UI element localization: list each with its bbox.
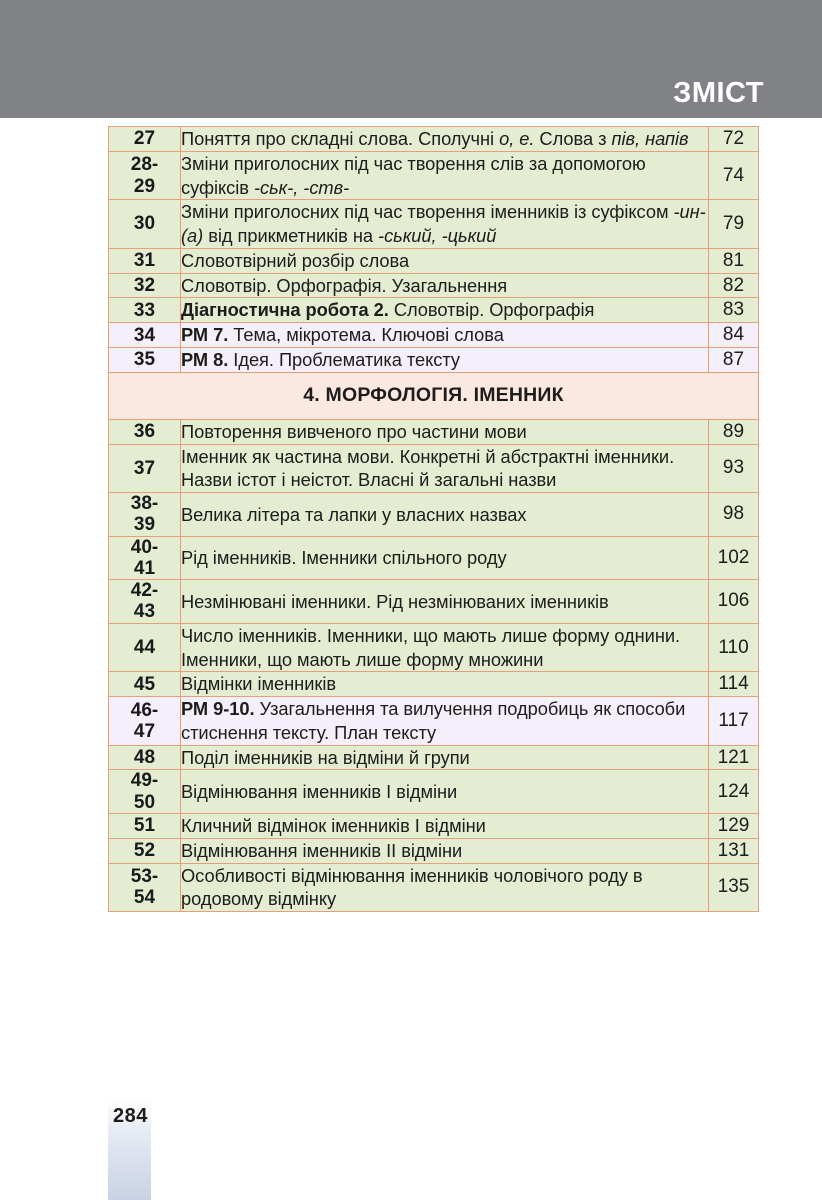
page-number-cell: 117 (709, 697, 759, 746)
page-number-cell: 79 (709, 200, 759, 249)
lesson-title-cell: Словотвір. Орфографія. Узагальнення (181, 273, 709, 298)
lesson-number-cell: 53- 54 (109, 863, 181, 912)
page-number-cell: 121 (709, 745, 759, 770)
table-row[interactable] (109, 813, 759, 838)
table-row[interactable] (109, 623, 759, 672)
page-number-cell: 129 (709, 813, 759, 838)
table-row[interactable] (109, 273, 759, 298)
table-row[interactable] (109, 127, 759, 152)
lesson-number-cell: 42- 43 (109, 580, 181, 624)
page-number-cell: 106 (709, 580, 759, 624)
table-row[interactable] (109, 200, 759, 249)
lesson-number-cell: 32 (109, 273, 181, 298)
page-number: 284 (113, 1105, 148, 1127)
table-row[interactable] (109, 745, 759, 770)
lesson-number-cell: 30 (109, 200, 181, 249)
lesson-number-cell: 36 (109, 419, 181, 444)
lesson-title-cell: Велика літера та лапки у власних назвах (181, 493, 709, 537)
lesson-title-cell: Поняття про складні слова. Сполучні о, е. Слова з пів, напів (181, 127, 709, 152)
lesson-title-cell: Відмінювання іменників I відміни (181, 770, 709, 814)
lesson-title-cell: Словотвірний розбір слова (181, 248, 709, 273)
lesson-number-cell: 51 (109, 813, 181, 838)
lesson-number-cell: 35 (109, 348, 181, 373)
table-row[interactable] (109, 493, 759, 537)
lesson-number-cell: 34 (109, 323, 181, 348)
page-number-cell: 98 (709, 493, 759, 537)
page-number-cell: 114 (709, 672, 759, 697)
table-row[interactable] (109, 672, 759, 697)
lesson-title-cell: Іменник як частина мови. Конкретні й абстрактні іменники. Назви істот і неістот. Власні й загальні назви (181, 444, 709, 493)
table-row[interactable] (109, 248, 759, 273)
page-number-cell: 102 (709, 536, 759, 580)
page-number-cell: 110 (709, 623, 759, 672)
lesson-number-cell: 31 (109, 248, 181, 273)
page-title: ЗМІСТ (673, 77, 764, 109)
page-number-cell: 72 (709, 127, 759, 152)
table-row[interactable] (109, 323, 759, 348)
lesson-number-cell: 48 (109, 745, 181, 770)
header-band (0, 0, 822, 118)
lesson-title-cell: Особливості відмінювання іменників чоловічого роду в родовому відмінку (181, 863, 709, 912)
lesson-title-cell: РМ 8. Ідея. Проблематика тексту (181, 348, 709, 373)
table-row[interactable] (109, 298, 759, 323)
page-number-cell: 81 (709, 248, 759, 273)
toc-section-title: 4. МОРФОЛОГІЯ. ІМЕННИК (109, 372, 759, 419)
toc-table (108, 126, 759, 912)
lesson-number-cell: 44 (109, 623, 181, 672)
table-row[interactable] (109, 580, 759, 624)
lesson-title-cell: Повторення вивченого про частини мови (181, 419, 709, 444)
table-row[interactable] (109, 151, 759, 200)
lesson-title-cell: Зміни приголосних під час творення слів за допомогою суфіксів -ськ-, -ств- (181, 151, 709, 200)
lesson-title-cell: Незмінювані іменники. Рід незмінюваних іменників (181, 580, 709, 624)
lesson-title-cell: Рід іменників. Іменники спільного роду (181, 536, 709, 580)
table-row[interactable] (109, 348, 759, 373)
lesson-title-cell: Поділ іменників на відміни й групи (181, 745, 709, 770)
table-row[interactable] (109, 863, 759, 912)
lesson-title-cell: РМ 9-10. Узагальнення та вилучення подробиць як способи стиснення тексту. План тексту (181, 697, 709, 746)
page-number-cell: 74 (709, 151, 759, 200)
lesson-title-cell: РМ 7. Тема, мікротема. Ключові слова (181, 323, 709, 348)
lesson-title-cell: Відмінювання іменників II відміни (181, 838, 709, 863)
lesson-title-cell: Зміни приголосних під час творення іменників із суфіксом -ин-(а) від прикметників на -ський, -цький (181, 200, 709, 249)
lesson-title-cell: Відмінки іменників (181, 672, 709, 697)
table-row[interactable] (109, 444, 759, 493)
lesson-title-cell: Кличний відмінок іменників I відміни (181, 813, 709, 838)
lesson-number-cell: 40- 41 (109, 536, 181, 580)
lesson-title-cell: Діагностична робота 2. Словотвір. Орфографія (181, 298, 709, 323)
table-row[interactable] (109, 770, 759, 814)
page-number-cell: 83 (709, 298, 759, 323)
page-number-cell: 93 (709, 444, 759, 493)
lesson-title-cell: Число іменників. Іменники, що мають лише форму однини. Іменники, що мають лише форму множини (181, 623, 709, 672)
lesson-number-cell: 45 (109, 672, 181, 697)
page-number-cell: 87 (709, 348, 759, 373)
lesson-number-cell: 27 (109, 127, 181, 152)
page-number-cell: 124 (709, 770, 759, 814)
page-number-cell: 82 (709, 273, 759, 298)
table-row[interactable] (109, 838, 759, 863)
table-row[interactable] (109, 419, 759, 444)
page-number-cell: 135 (709, 863, 759, 912)
lesson-number-cell: 38- 39 (109, 493, 181, 537)
table-of-contents (108, 126, 758, 912)
toc-body (109, 127, 759, 912)
toc-section-header (109, 372, 759, 419)
table-row[interactable] (109, 536, 759, 580)
page-number-cell: 84 (709, 323, 759, 348)
lesson-number-cell: 28- 29 (109, 151, 181, 200)
lesson-number-cell: 49- 50 (109, 770, 181, 814)
table-row[interactable] (109, 697, 759, 746)
lesson-number-cell: 37 (109, 444, 181, 493)
page-number-cell: 89 (709, 419, 759, 444)
lesson-number-cell: 46- 47 (109, 697, 181, 746)
lesson-number-cell: 52 (109, 838, 181, 863)
page-number-cell: 131 (709, 838, 759, 863)
lesson-number-cell: 33 (109, 298, 181, 323)
